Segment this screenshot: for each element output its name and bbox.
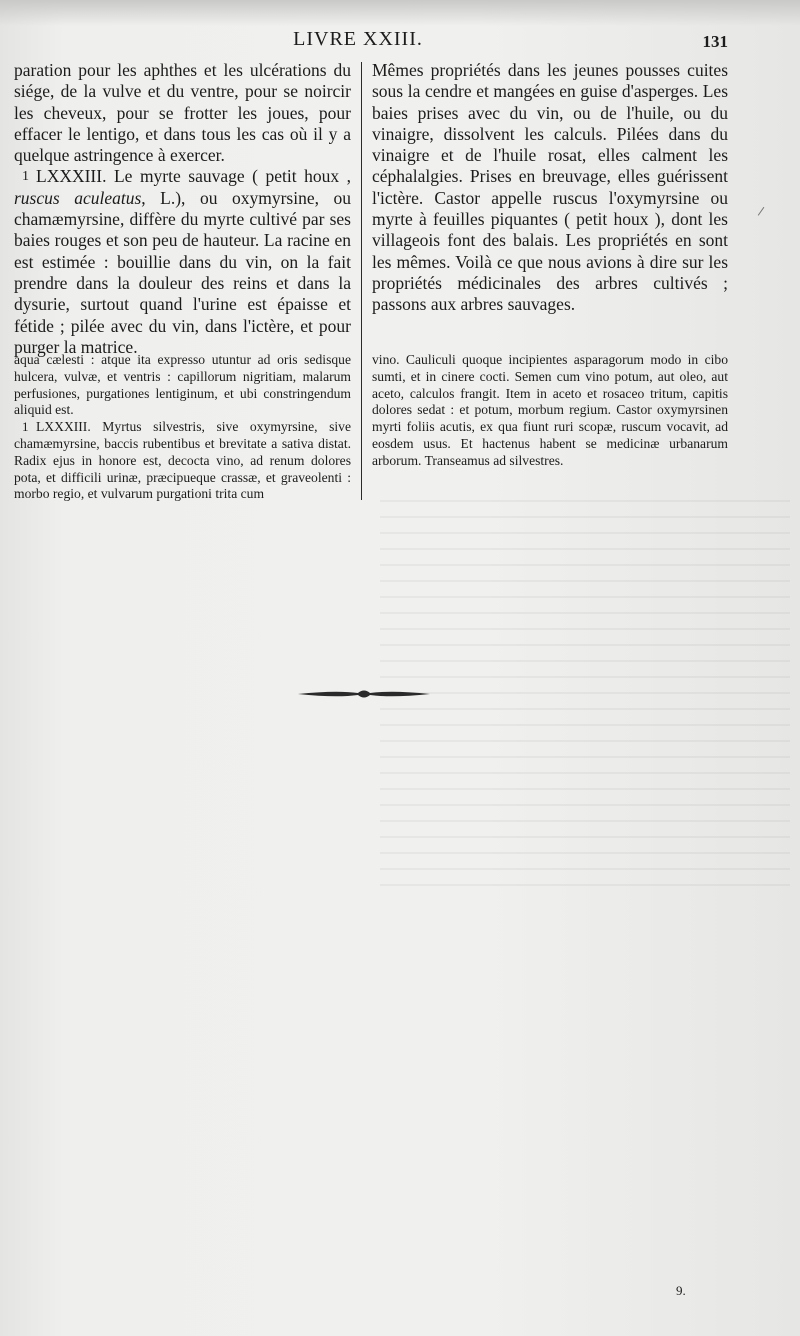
french-right-column: [372, 60, 728, 316]
section-marker: 1: [22, 169, 29, 185]
french-section-rest: , L.), ou oxymyrsine, ou chamæmyrsine, diffère du myrte cultivé par ses baies rouges et son peu de hauteur. La racine en est estimée : bouillie dans du vin, on la fait prendre dans la douleur des reins et dans la dysurie, surtout quand l'urine est épaisse et fétide ; pilée avec du vin, dans l'ictère, et pour purger la matrice.: [14, 187, 351, 357]
page-title: LIVRE XXIII.: [293, 28, 423, 50]
french-left-column: [14, 60, 351, 358]
page-number: 131: [702, 32, 728, 51]
margin-pen-mark: [758, 207, 769, 219]
latin-section-83: [14, 419, 351, 503]
latin-right-text: vino. Cauliculi quoque incipientes asparagorum modo in cibo sumti, et in cinere cocti. Semen cum vino potum, aut oleo, aut aceto, calculos frangit. Item in aceto et rosaceo tritum, capitis dolores sedat : et potum, morbum regium. Castor oxymyrsinen myrti foliis acutis, ex qua fiunt ruri scopæ, ruscum vocavit, ad eosdem usus. Et hactenus habent se medicinæ urbanarum arborum. Transeamus ad silvestres.: [372, 352, 728, 468]
french-latin-name: ruscus aculeatus: [14, 187, 142, 208]
french-section-start: LXXXIII. Le myrte sauvage ( petit houx ,: [36, 166, 351, 187]
running-header: [0, 26, 800, 56]
show-through: [380, 500, 790, 900]
column-divider: [361, 62, 362, 500]
latin-left-column: [14, 352, 351, 503]
french-section-83: [14, 166, 351, 358]
ornament-icon: [296, 686, 432, 702]
french-left-continuation: paration pour les aphthes et les ulcérations du siége, de la vulve et du ventre, pour se noircir les cheveux, pour se frotter les joues, pour effacer le lentigo, et dans tous les cas où il y a quelque astringence à exercer.: [14, 60, 351, 166]
signature-mark: 9.: [676, 1283, 686, 1298]
gutter-shadow: [0, 0, 800, 26]
latin-left-continuation: aqua cælesti : atque ita expresso utuntur ad oris sedisque hulcera, vulvæ, et ventris : capillorum nigritiam, malarum perfusiones, purgationes lentiginum, et ubi constringendum aliquid est.: [14, 352, 351, 418]
latin-section-text: LXXXIII. Myrtus silvestris, sive oxymyrsine, sive chamæmyrsine, baccis rubentibus et brevitate a sativa distat. Radix ejus in honore est, decocta vino, ad renum dolores pota, et difficili urinæ, præcipueque crassæ, et graveolenti : morbo regio, et vulvarum purgationi trita cum: [14, 419, 351, 502]
french-right-text: Mêmes propriétés dans les jeunes pousses cuites sous la cendre et mangées en guise d'asperges. Les baies prises avec du vin, ou de l'huile, ou du vinaigre, dissolvent les calculs. Pilées dans du vinaigre et de l'huile rosat, elles calment les céphalalgies. Prises en breuvage, elles guérissent l'ictère. Castor appelle ruscus l'oxymyrsine ou myrte à feuilles piquantes ( petit houx ), dont les villageois font des balais. Les propriétés en sont les mêmes. Voilà ce que nous avions à dire sur les propriétés médicinales des arbres cultivés ; passons aux arbres sauvages.: [372, 60, 728, 315]
latin-right-column: [372, 352, 728, 470]
latin-section-marker: 1: [22, 419, 29, 435]
